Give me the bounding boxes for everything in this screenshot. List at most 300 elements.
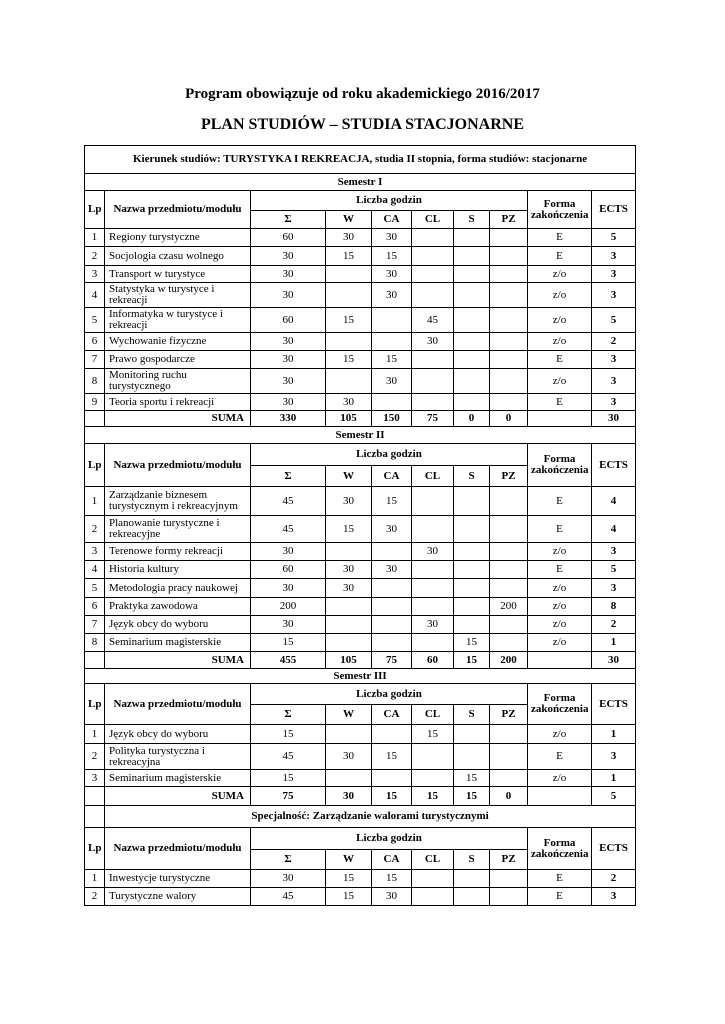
- sigma-header: Σ: [251, 466, 326, 487]
- ects-header: ECTS: [592, 444, 636, 487]
- sigma-cell: 30: [251, 266, 326, 283]
- suma-forma-cell: [528, 652, 592, 669]
- ects-cell: 1: [592, 725, 636, 744]
- w-header: W: [326, 466, 372, 487]
- w-cell: 15: [326, 888, 372, 906]
- forma-cell: E: [528, 487, 592, 516]
- lp-cell: 2: [85, 888, 105, 906]
- forma-cell: E: [528, 516, 592, 543]
- ca-cell: [372, 598, 412, 616]
- ca-cell: [372, 394, 412, 411]
- forma-cell: z/o: [528, 725, 592, 744]
- pz-cell: [490, 333, 528, 351]
- cl-cell: 45: [412, 308, 454, 333]
- cl-cell: [412, 634, 454, 652]
- sigma-cell: 30: [251, 333, 326, 351]
- ca-cell: 30: [372, 229, 412, 247]
- lp-cell: 5: [85, 308, 105, 333]
- subject-name-cell: Seminarium magisterskie: [105, 770, 251, 787]
- column-header-row: [85, 444, 636, 466]
- pz-cell: [490, 616, 528, 634]
- suma-forma-cell: [528, 787, 592, 806]
- suma-row: [85, 787, 636, 806]
- ca-cell: [372, 616, 412, 634]
- lp-cell: 3: [85, 266, 105, 283]
- subject-row: [85, 333, 636, 351]
- pz-cell: [490, 634, 528, 652]
- plan-heading: PLAN STUDIÓW – STUDIA STACJONARNE: [200, 116, 525, 133]
- sigma-cell: 45: [251, 487, 326, 516]
- s-cell: [454, 598, 490, 616]
- cl-cell: [412, 770, 454, 787]
- lp-cell: 7: [85, 616, 105, 634]
- subject-name-header: Nazwa przedmiotu/modułu: [105, 828, 251, 870]
- subject-name-cell: Turystyczne walory: [105, 888, 251, 906]
- pz-cell: [490, 888, 528, 906]
- subject-row: [85, 369, 636, 394]
- w-cell: 30: [326, 229, 372, 247]
- subject-row: [85, 725, 636, 744]
- sigma-header: Σ: [251, 850, 326, 870]
- sigma-cell: 15: [251, 725, 326, 744]
- s-cell: [454, 369, 490, 394]
- ca-cell: 15: [372, 351, 412, 369]
- ca-cell: 15: [372, 247, 412, 266]
- forma-cell: E: [528, 888, 592, 906]
- subject-name-cell: Metodologia pracy naukowej: [105, 579, 251, 598]
- subject-name-cell: Praktyka zawodowa: [105, 598, 251, 616]
- sigma-cell: 30: [251, 283, 326, 308]
- subject-name-cell: Zarządzanie biznesem turystycznym i rekreacyjnym: [105, 487, 251, 516]
- ects-cell: 3: [592, 351, 636, 369]
- cl-cell: [412, 351, 454, 369]
- w-cell: 15: [326, 351, 372, 369]
- section-title-row: [85, 174, 636, 191]
- lp-cell: 4: [85, 283, 105, 308]
- s-cell: [454, 725, 490, 744]
- cl-cell: [412, 516, 454, 543]
- ca-cell: 30: [372, 369, 412, 394]
- lp-header: Lp: [85, 684, 105, 725]
- cl-cell: [412, 870, 454, 888]
- ects-header: ECTS: [592, 191, 636, 229]
- cl-cell: 30: [412, 333, 454, 351]
- s-cell: [454, 487, 490, 516]
- w-cell: 15: [326, 870, 372, 888]
- forma-header: Forma zakończenia: [528, 684, 592, 725]
- cl-header: CL: [412, 850, 454, 870]
- s-cell: [454, 616, 490, 634]
- forma-cell: z/o: [528, 634, 592, 652]
- ects-cell: 5: [592, 308, 636, 333]
- cl-cell: 30: [412, 543, 454, 561]
- pz-cell: [490, 229, 528, 247]
- hours-header: Liczba godzin: [251, 444, 528, 466]
- pz-cell: [490, 369, 528, 394]
- w-cell: 30: [326, 744, 372, 770]
- suma-row: [85, 411, 636, 427]
- subject-name-cell: Wychowanie fizyczne: [105, 333, 251, 351]
- ects-cell: 4: [592, 487, 636, 516]
- subject-row: [85, 283, 636, 308]
- s-cell: 15: [454, 770, 490, 787]
- w-cell: [326, 770, 372, 787]
- cl-cell: [412, 579, 454, 598]
- sigma-cell: 30: [251, 394, 326, 411]
- cl-cell: [412, 598, 454, 616]
- ca-cell: [372, 579, 412, 598]
- subject-name-cell: Język obcy do wyboru: [105, 616, 251, 634]
- forma-cell: E: [528, 870, 592, 888]
- s-cell: [454, 394, 490, 411]
- lp-cell: 4: [85, 561, 105, 579]
- ects-cell: 1: [592, 770, 636, 787]
- blank-cell: [85, 806, 105, 828]
- ca-header: CA: [372, 705, 412, 725]
- w-cell: 15: [326, 308, 372, 333]
- w-cell: 30: [326, 394, 372, 411]
- forma-cell: z/o: [528, 283, 592, 308]
- pz-cell: [490, 308, 528, 333]
- suma-cl-cell: 15: [412, 787, 454, 806]
- cl-cell: [412, 744, 454, 770]
- subject-name-cell: Statystyka w turystyce i rekreacji: [105, 283, 251, 308]
- s-cell: [454, 308, 490, 333]
- suma-forma-cell: [528, 411, 592, 427]
- lp-cell: 2: [85, 516, 105, 543]
- pz-cell: [490, 283, 528, 308]
- cl-cell: [412, 283, 454, 308]
- w-cell: 15: [326, 247, 372, 266]
- subject-row: [85, 579, 636, 598]
- lp-cell: 1: [85, 725, 105, 744]
- cl-cell: [412, 229, 454, 247]
- s-cell: 15: [454, 634, 490, 652]
- lp-cell: 6: [85, 333, 105, 351]
- suma-ects-cell: 30: [592, 411, 636, 427]
- ca-cell: [372, 770, 412, 787]
- ca-cell: [372, 543, 412, 561]
- sigma-cell: 15: [251, 770, 326, 787]
- subject-name-cell: Teoria sportu i rekreacji: [105, 394, 251, 411]
- column-header-row: [85, 191, 636, 211]
- sigma-cell: 45: [251, 516, 326, 543]
- sigma-cell: 60: [251, 308, 326, 333]
- s-cell: [454, 561, 490, 579]
- pz-cell: [490, 247, 528, 266]
- ca-cell: [372, 634, 412, 652]
- forma-cell: z/o: [528, 616, 592, 634]
- subject-row: [85, 229, 636, 247]
- cl-cell: [412, 394, 454, 411]
- lp-cell: 8: [85, 369, 105, 394]
- ca-cell: [372, 308, 412, 333]
- cl-cell: [412, 369, 454, 394]
- suma-ca-cell: 15: [372, 787, 412, 806]
- section-title-row: [85, 669, 636, 684]
- ects-cell: 2: [592, 616, 636, 634]
- forma-cell: E: [528, 561, 592, 579]
- section-title: Semestr I: [85, 174, 636, 191]
- forma-cell: E: [528, 229, 592, 247]
- lp-cell: 6: [85, 598, 105, 616]
- sigma-cell: 30: [251, 247, 326, 266]
- suma-cl-cell: 60: [412, 652, 454, 669]
- ca-cell: 30: [372, 561, 412, 579]
- w-cell: [326, 266, 372, 283]
- ects-header: ECTS: [592, 684, 636, 725]
- forma-cell: E: [528, 744, 592, 770]
- section-title: Semestr II: [85, 427, 636, 444]
- suma-pz-cell: 0: [490, 787, 528, 806]
- suma-label: SUMA: [105, 411, 251, 427]
- w-cell: [326, 634, 372, 652]
- suma-s-cell: 0: [454, 411, 490, 427]
- sigma-cell: 30: [251, 579, 326, 598]
- lp-cell: 8: [85, 634, 105, 652]
- w-cell: 15: [326, 516, 372, 543]
- blank-cell: [85, 787, 105, 806]
- column-header-row: [85, 684, 636, 705]
- s-header: S: [454, 211, 490, 229]
- w-cell: [326, 333, 372, 351]
- cl-header: CL: [412, 466, 454, 487]
- pz-cell: [490, 579, 528, 598]
- s-cell: [454, 579, 490, 598]
- lp-cell: 3: [85, 543, 105, 561]
- suma-ects-cell: 30: [592, 652, 636, 669]
- s-header: S: [454, 850, 490, 870]
- subject-row: [85, 266, 636, 283]
- ca-cell: 30: [372, 516, 412, 543]
- w-cell: 30: [326, 487, 372, 516]
- ca-cell: 30: [372, 283, 412, 308]
- lp-cell: 9: [85, 394, 105, 411]
- lp-cell: 5: [85, 579, 105, 598]
- section-title: Semestr III: [85, 669, 636, 684]
- lp-cell: 7: [85, 351, 105, 369]
- cl-header: CL: [412, 211, 454, 229]
- sigma-cell: 15: [251, 634, 326, 652]
- subject-row: [85, 543, 636, 561]
- subject-row: [85, 770, 636, 787]
- s-cell: [454, 870, 490, 888]
- subject-name-cell: Socjologia czasu wolnego: [105, 247, 251, 266]
- sigma-cell: 60: [251, 229, 326, 247]
- subject-row: [85, 598, 636, 616]
- suma-sigma-cell: 330: [251, 411, 326, 427]
- suma-label: SUMA: [105, 652, 251, 669]
- cl-cell: [412, 266, 454, 283]
- ects-cell: 5: [592, 561, 636, 579]
- lp-header: Lp: [85, 828, 105, 870]
- ects-cell: 3: [592, 266, 636, 283]
- cl-cell: [412, 888, 454, 906]
- s-cell: [454, 283, 490, 308]
- pz-cell: [490, 725, 528, 744]
- forma-cell: E: [528, 247, 592, 266]
- w-cell: [326, 283, 372, 308]
- pz-header: PZ: [490, 705, 528, 725]
- subject-name-cell: Inwestycje turystyczne: [105, 870, 251, 888]
- suma-s-cell: 15: [454, 652, 490, 669]
- hours-header: Liczba godzin: [251, 684, 528, 705]
- subject-name-cell: Polityka turystyczna i rekreacyjna: [105, 744, 251, 770]
- s-header: S: [454, 705, 490, 725]
- forma-header: Forma zakończenia: [528, 191, 592, 229]
- s-header: S: [454, 466, 490, 487]
- pz-cell: [490, 351, 528, 369]
- lp-header: Lp: [85, 191, 105, 229]
- cl-cell: 30: [412, 616, 454, 634]
- pz-cell: 200: [490, 598, 528, 616]
- cl-header: CL: [412, 705, 454, 725]
- subject-row: [85, 870, 636, 888]
- subject-row: [85, 888, 636, 906]
- kierunek-label: Kierunek studiów: TURYSTYKA I REKREACJA, studia II stopnia, forma studiów: stacjonarne: [85, 146, 636, 174]
- hours-header: Liczba godzin: [251, 828, 528, 850]
- study-plan-table: [84, 145, 636, 906]
- ects-cell: 3: [592, 579, 636, 598]
- kierunek-row: [85, 146, 636, 174]
- cl-cell: 15: [412, 725, 454, 744]
- sigma-cell: 30: [251, 870, 326, 888]
- lp-cell: 1: [85, 870, 105, 888]
- ects-cell: 3: [592, 394, 636, 411]
- subject-name-cell: Prawo gospodarcze: [105, 351, 251, 369]
- ects-cell: 2: [592, 333, 636, 351]
- subject-name-cell: Język obcy do wyboru: [105, 725, 251, 744]
- w-header: W: [326, 211, 372, 229]
- pz-cell: [490, 516, 528, 543]
- cl-cell: [412, 561, 454, 579]
- sigma-cell: 30: [251, 351, 326, 369]
- s-cell: [454, 333, 490, 351]
- w-cell: [326, 725, 372, 744]
- w-cell: [326, 598, 372, 616]
- suma-w-cell: 105: [326, 411, 372, 427]
- blank-cell: [85, 411, 105, 427]
- s-cell: [454, 247, 490, 266]
- section-title-row: [85, 427, 636, 444]
- s-cell: [454, 888, 490, 906]
- subject-row: [85, 616, 636, 634]
- section-title-row: [85, 806, 636, 828]
- ca-cell: 15: [372, 870, 412, 888]
- ects-cell: 1: [592, 634, 636, 652]
- forma-cell: E: [528, 351, 592, 369]
- sigma-cell: 60: [251, 561, 326, 579]
- ca-cell: [372, 725, 412, 744]
- subject-row: [85, 561, 636, 579]
- ca-header: CA: [372, 211, 412, 229]
- ects-cell: 5: [592, 229, 636, 247]
- suma-row: [85, 652, 636, 669]
- ects-cell: 2: [592, 870, 636, 888]
- forma-cell: z/o: [528, 579, 592, 598]
- pz-cell: [490, 561, 528, 579]
- w-cell: 30: [326, 561, 372, 579]
- w-cell: 30: [326, 579, 372, 598]
- forma-cell: z/o: [528, 543, 592, 561]
- lp-cell: 3: [85, 770, 105, 787]
- s-cell: [454, 543, 490, 561]
- subject-row: [85, 394, 636, 411]
- hours-header: Liczba godzin: [251, 191, 528, 211]
- suma-w-cell: 105: [326, 652, 372, 669]
- cl-cell: [412, 487, 454, 516]
- suma-pz-cell: 0: [490, 411, 528, 427]
- ca-cell: [372, 333, 412, 351]
- forma-cell: E: [528, 394, 592, 411]
- s-cell: [454, 266, 490, 283]
- ects-cell: 8: [592, 598, 636, 616]
- lp-cell: 1: [85, 229, 105, 247]
- lp-cell: 2: [85, 247, 105, 266]
- sigma-cell: 30: [251, 369, 326, 394]
- subject-name-cell: Regiony turystyczne: [105, 229, 251, 247]
- subject-row: [85, 308, 636, 333]
- section-title: Specjalność: Zarządzanie walorami turystycznymi: [105, 806, 636, 828]
- ca-cell: 15: [372, 487, 412, 516]
- w-header: W: [326, 705, 372, 725]
- s-cell: [454, 744, 490, 770]
- pz-cell: [490, 870, 528, 888]
- pz-cell: [490, 543, 528, 561]
- forma-cell: z/o: [528, 598, 592, 616]
- sigma-cell: 200: [251, 598, 326, 616]
- subject-name-cell: Historia kultury: [105, 561, 251, 579]
- subject-name-header: Nazwa przedmiotu/modułu: [105, 684, 251, 725]
- suma-w-cell: 30: [326, 787, 372, 806]
- w-cell: [326, 543, 372, 561]
- suma-ca-cell: 75: [372, 652, 412, 669]
- pz-cell: [490, 266, 528, 283]
- study-plan-table-container: [84, 145, 635, 906]
- subject-row: [85, 516, 636, 543]
- suma-pz-cell: 200: [490, 652, 528, 669]
- pz-cell: [490, 394, 528, 411]
- subject-name-cell: Terenowe formy rekreacji: [105, 543, 251, 561]
- lp-cell: 2: [85, 744, 105, 770]
- suma-sigma-cell: 75: [251, 787, 326, 806]
- forma-cell: z/o: [528, 266, 592, 283]
- ca-cell: 15: [372, 744, 412, 770]
- w-cell: [326, 616, 372, 634]
- suma-s-cell: 15: [454, 787, 490, 806]
- ects-header: ECTS: [592, 828, 636, 870]
- column-header-row: [85, 828, 636, 850]
- ects-cell: 3: [592, 247, 636, 266]
- ca-header: CA: [372, 850, 412, 870]
- ca-header: CA: [372, 466, 412, 487]
- ects-cell: 3: [592, 744, 636, 770]
- ects-cell: 4: [592, 516, 636, 543]
- subject-name-header: Nazwa przedmiotu/modułu: [105, 444, 251, 487]
- lp-cell: 1: [85, 487, 105, 516]
- pz-header: PZ: [490, 466, 528, 487]
- ca-cell: 30: [372, 888, 412, 906]
- suma-label: SUMA: [105, 787, 251, 806]
- ects-cell: 3: [592, 543, 636, 561]
- forma-cell: z/o: [528, 333, 592, 351]
- subject-row: [85, 351, 636, 369]
- s-cell: [454, 351, 490, 369]
- forma-header: Forma zakończenia: [528, 444, 592, 487]
- s-cell: [454, 516, 490, 543]
- subject-row: [85, 247, 636, 266]
- document-title: Program obowiązuje od roku akademickiego 2016/2017: [185, 86, 540, 102]
